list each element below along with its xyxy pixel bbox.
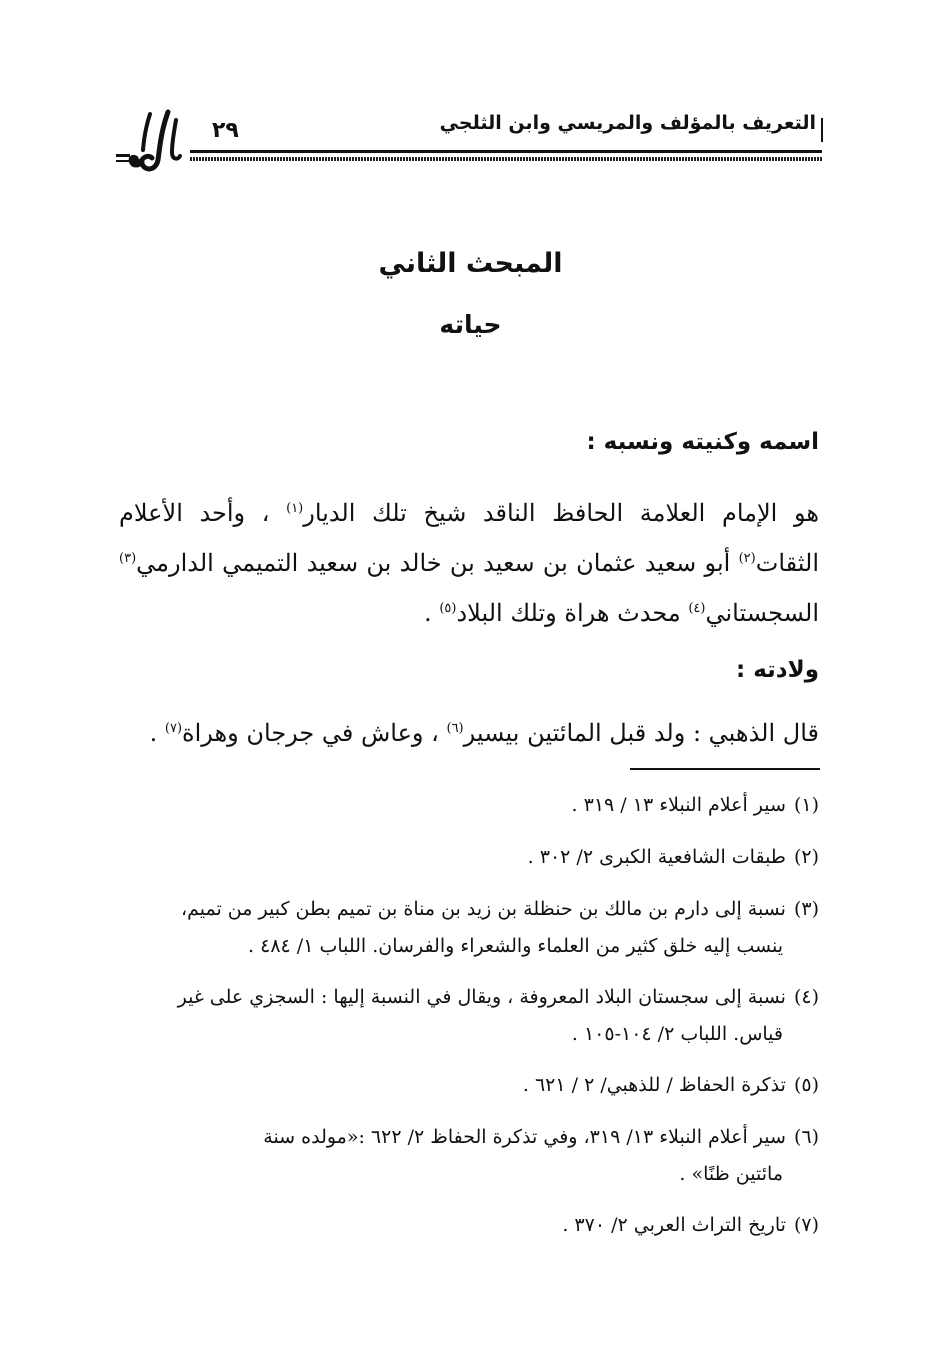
footnote-item — [119, 1118, 819, 1192]
text-span: الثقات — [755, 549, 819, 577]
heading-name-lineage: اسمه وكنيته ونسبه : — [586, 429, 819, 455]
footnote-number: (٦) — [793, 1126, 819, 1148]
running-header-title: التعريف بالمؤلف والمريسي وابن الثلجي — [439, 112, 816, 134]
paragraph-line — [119, 538, 819, 588]
footnote-ref: (٤) — [688, 601, 706, 616]
text-span: قال الذهبي : ولد قبل المائتين بيسير — [463, 719, 819, 747]
footnote-text-continued: ينسب إليه خلق كثير من العلماء والشعراء والفرسان. اللباب ١/ ٤٨٤ . — [248, 935, 783, 957]
footnote-text: سير أعلام النبلاء ١٣/ ٣١٩، وفي تذكرة الحفاظ ٢/ ٦٢٢ :«مولده سنة — [263, 1126, 786, 1148]
header-double-rule — [190, 157, 822, 161]
page-number: ٢٩ — [212, 118, 239, 143]
body-text — [119, 420, 819, 758]
paragraph-line — [119, 588, 819, 638]
footnote-item — [119, 786, 819, 824]
footnote-item — [119, 1206, 819, 1244]
footnote-item — [119, 1066, 819, 1104]
footnote-item — [119, 978, 819, 1052]
footnote-ref: (١) — [286, 501, 304, 516]
footnote-ref: (٥) — [439, 601, 457, 616]
footnote-number: (١) — [793, 794, 819, 816]
footnote-text: تذكرة الحفاظ / للذهبي/ ٢ / ٦٢١ . — [522, 1074, 786, 1096]
header-rule — [190, 150, 822, 153]
header-tick-mark — [821, 118, 823, 142]
text-span: أبو سعيد عثمان بن سعيد بن خالد بن سعيد التميمي الدارمي — [136, 549, 739, 577]
heading-birth: ولادته : — [735, 657, 819, 683]
footnote-ref: (٣) — [119, 551, 137, 566]
text-span: ، وعاش في جرجان وهراة — [182, 719, 447, 747]
footnote-number: (٣) — [793, 898, 819, 920]
footnote-separator — [630, 768, 820, 770]
section-title: المبحث الثاني — [378, 248, 563, 279]
paragraph-line — [119, 488, 819, 538]
footnote-item — [119, 838, 819, 876]
footnote-text: نسبة إلى دارم بن مالك بن حنظلة بن زيد بن مناة بن تميم بطن كبير من تميم، — [180, 898, 786, 920]
footnote-text: نسبة إلى سجستان البلاد المعروفة ، ويقال في النسبة إليها : السجزي على غير — [177, 986, 786, 1008]
text-span: . — [424, 599, 440, 627]
footnote-text: طبقات الشافعية الكبرى ٢/ ٣٠٢ . — [527, 846, 786, 868]
section-subtitle: حياته — [439, 310, 502, 339]
footnote-number: (٧) — [793, 1214, 819, 1236]
text-span: ، وأحد الأعلام — [119, 499, 287, 527]
text-span: محدث هراة وتلك البلاد — [456, 599, 689, 627]
text-span: . — [149, 719, 165, 747]
calligraphy-ornament-icon — [110, 98, 190, 178]
footnote-number: (٥) — [793, 1074, 819, 1096]
footnote-ref: (٢) — [738, 551, 756, 566]
footnotes — [119, 786, 819, 1244]
text-span: السجستاني — [705, 599, 819, 627]
footnote-number: (٤) — [793, 986, 819, 1008]
footnote-item — [119, 890, 819, 964]
footnote-text-continued: قياس. اللباب ٢/ ١٠٤-١٠٥ . — [571, 1023, 783, 1045]
footnote-text: سير أعلام النبلاء ١٣ / ٣١٩ . — [571, 794, 786, 816]
footnote-ref: (٦) — [446, 721, 464, 736]
text-span: هو الإمام العلامة الحافظ الناقد شيخ تلك الديار — [303, 499, 819, 527]
paragraph-line — [119, 708, 819, 758]
footnote-text-continued: مائتين ظنًا» . — [679, 1163, 783, 1185]
footnote-number: (٢) — [793, 846, 819, 868]
footnote-text: تاريخ التراث العربي ٢/ ٣٧٠ . — [562, 1214, 786, 1236]
footnote-ref: (٧) — [164, 721, 183, 736]
